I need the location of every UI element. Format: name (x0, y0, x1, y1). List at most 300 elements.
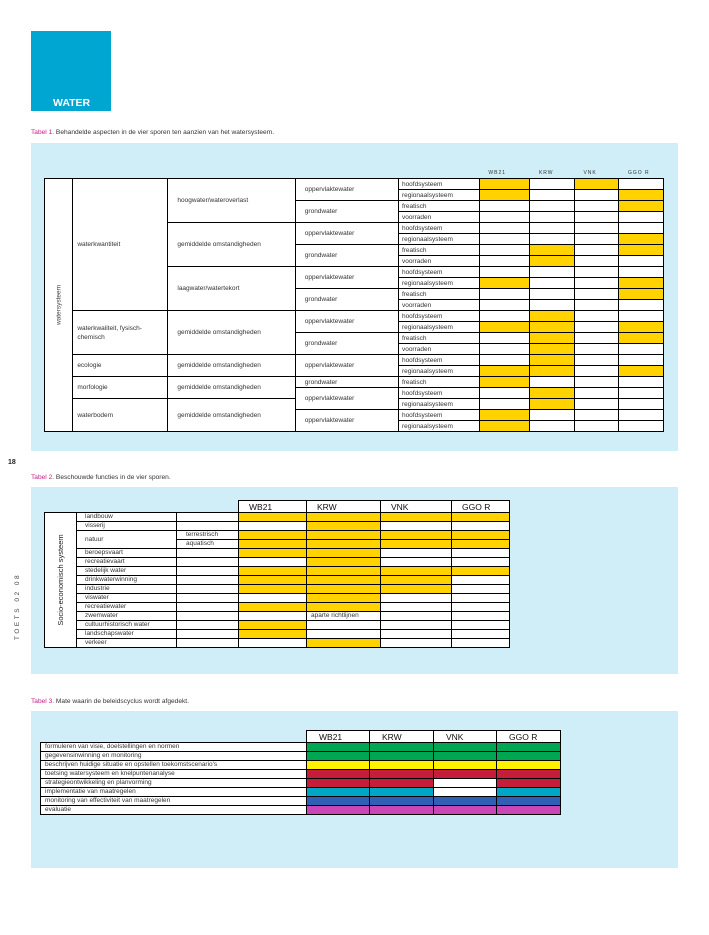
table1-mark-cell (479, 245, 530, 256)
table1-water-type: oppervlaktewater (295, 311, 398, 333)
table1-water-type: grondwater (295, 333, 398, 355)
table2-mark-cell (239, 567, 307, 576)
table3-color-cell (307, 797, 370, 806)
table2-mark-cell (452, 576, 510, 585)
table2-subfunction (177, 567, 239, 576)
table1-mark-cell (619, 179, 664, 190)
table1-mark-cell (574, 245, 619, 256)
table1-mark-cell (530, 322, 575, 333)
table1-mark-cell (530, 212, 575, 223)
table2-subfunction (177, 576, 239, 585)
table2-subfunction: aquatisch (177, 540, 239, 549)
table3-col-header: WB21 (307, 731, 370, 743)
table1-mark-cell (574, 421, 619, 432)
side-label: TOETS 02 08 (14, 572, 21, 640)
table1-mark-cell (574, 267, 619, 278)
table1-mark-cell (619, 201, 664, 212)
table1-mark-cell (619, 377, 664, 388)
table1-col-header: VNK (574, 168, 619, 179)
table-row (45, 621, 510, 630)
table1-situation: gemiddelde omstandigheden (168, 223, 295, 267)
table1-header-blank (45, 168, 480, 179)
table2-mark-cell (381, 630, 452, 639)
table2-mark-cell (452, 594, 510, 603)
table1-situation: gemiddelde omstandigheden (168, 399, 295, 432)
table1-mark-cell (479, 234, 530, 245)
table2-mark-cell (307, 585, 381, 594)
table1-aspect: waterkwantiteit (73, 179, 168, 311)
table-row (45, 531, 510, 540)
table2-mark-cell (239, 540, 307, 549)
table2-mark-cell (452, 585, 510, 594)
table1-mark-cell (479, 223, 530, 234)
table1-mark-cell (530, 190, 575, 201)
table1-mark-cell (619, 366, 664, 377)
table3-color-cell (497, 770, 561, 779)
table1-mark-cell (619, 399, 664, 410)
table3-phase-label: strategieontwikkeling en planvorming (41, 779, 307, 788)
table2-mark-cell (452, 621, 510, 630)
table1-mark-cell (530, 333, 575, 344)
table-row (45, 603, 510, 612)
table2-mark-cell (452, 612, 510, 621)
table1-mark-cell (530, 410, 575, 421)
table1-mark-cell (619, 190, 664, 201)
table1-subsystem: hoofdsysteem (398, 267, 479, 278)
table1-subsystem: hoofdsysteem (398, 355, 479, 366)
table1-header-row (45, 168, 664, 179)
table2-mark-cell (307, 603, 381, 612)
table2-mark-cell (381, 612, 452, 621)
table1-subsystem: freatisch (398, 377, 479, 388)
table3-color-cell (307, 788, 370, 797)
table3-color-cell (497, 806, 561, 815)
table1-mark-cell (530, 234, 575, 245)
table1-mark-cell (479, 399, 530, 410)
table-row (41, 770, 561, 779)
table3-col-header: GGO R (497, 731, 561, 743)
table1-caption-number: Tabel 1. (31, 129, 55, 136)
table2-mark-cell (452, 558, 510, 567)
table-row (41, 752, 561, 761)
table1-subsystem: freatisch (398, 201, 479, 212)
table1-mark-cell (479, 366, 530, 377)
table1-water-type: grondwater (295, 377, 398, 388)
table2-subfunction (177, 585, 239, 594)
table1-mark-cell (530, 201, 575, 212)
table3-color-cell (307, 743, 370, 752)
table1-mark-cell (479, 300, 530, 311)
table1-aspect: waterbodem (73, 399, 168, 432)
table2-col-header: WB21 (239, 501, 307, 513)
table2-mark-cell (381, 603, 452, 612)
table1-mark-cell (619, 333, 664, 344)
table2-caption (31, 474, 171, 481)
table2-mark-cell (452, 603, 510, 612)
table1-mark-cell (619, 234, 664, 245)
table2-caption-number: Tabel 2. (31, 474, 55, 481)
table2-mark-cell (452, 549, 510, 558)
table1-mark-cell (619, 421, 664, 432)
table3-color-cell (370, 752, 434, 761)
table1-mark-cell (479, 190, 530, 201)
table3-phase-label: monitoring van effectiviteit van maatregelen (41, 797, 307, 806)
table1-mark-cell (619, 344, 664, 355)
table-row (45, 576, 510, 585)
table-row (45, 639, 510, 648)
table2-function-label: zwemwater (77, 612, 177, 621)
table1-mark-cell (479, 344, 530, 355)
table3-color-cell (370, 743, 434, 752)
table1-group-cell (45, 179, 73, 432)
table-row (41, 743, 561, 752)
table2-mark-cell (452, 630, 510, 639)
table3-color-cell (497, 752, 561, 761)
table2-subfunction (177, 522, 239, 531)
table1-subsystem: hoofdsysteem (398, 223, 479, 234)
table2-mark-cell (452, 567, 510, 576)
table2-mark-cell (452, 540, 510, 549)
table2-subfunction (177, 603, 239, 612)
table3-color-cell (497, 761, 561, 770)
table2-mark-cell (239, 585, 307, 594)
table1-mark-cell (479, 267, 530, 278)
table1-aspect: waterkwaliteit, fysisch-chemisch (73, 311, 168, 355)
table3-phase-label: beschrijven huidige situatie en opstellen toekomstscenario's (41, 761, 307, 770)
table2-mark-cell (239, 576, 307, 585)
table1-water-type: oppervlaktewater (295, 179, 398, 201)
table1-mark-cell (574, 366, 619, 377)
table2-mark-cell (239, 603, 307, 612)
table1-subsystem: voorraden (398, 344, 479, 355)
table2-mark-cell (239, 594, 307, 603)
table1-mark-cell (619, 410, 664, 421)
table-row (45, 612, 510, 621)
table3-col-header: VNK (434, 731, 497, 743)
table1-water-type: grondwater (295, 245, 398, 267)
table-row (45, 513, 510, 522)
table2-function-label: visserij (77, 522, 177, 531)
table1-water-type: oppervlaktewater (295, 267, 398, 289)
table3-phase-label: gegevensinwinning en monitoring (41, 752, 307, 761)
table2-mark-cell (381, 585, 452, 594)
table1-subsystem: voorraden (398, 212, 479, 223)
table2-mark-cell (307, 513, 381, 522)
table3-color-cell (370, 788, 434, 797)
table2-mark-cell (307, 531, 381, 540)
table1-mark-cell (530, 421, 575, 432)
table2-mark-cell (381, 522, 452, 531)
table1-subsystem: regionaalsysteem (398, 421, 479, 432)
table1-mark-cell (479, 289, 530, 300)
table2-mark-cell (239, 558, 307, 567)
table1-mark-cell (479, 179, 530, 190)
table1-mark-cell (619, 322, 664, 333)
table2-subfunction (177, 621, 239, 630)
table2-function-label: cultuurhistorisch water (77, 621, 177, 630)
table1-subsystem: regionaalsysteem (398, 190, 479, 201)
table2-mark-cell (307, 522, 381, 531)
table-row (45, 585, 510, 594)
table1-subsystem: hoofdsysteem (398, 410, 479, 421)
table2-mark-cell (307, 594, 381, 603)
table2-subfunction (177, 558, 239, 567)
table3-caption (31, 698, 189, 705)
table1-subsystem: regionaalsysteem (398, 366, 479, 377)
table-row (41, 788, 561, 797)
table1-mark-cell (530, 300, 575, 311)
table1-water-type: grondwater (295, 289, 398, 311)
table2-mark-cell (239, 630, 307, 639)
table1-subsystem: regionaalsysteem (398, 278, 479, 289)
table1-mark-cell (574, 234, 619, 245)
table3-header-blank (41, 731, 307, 743)
table2-mark-cell (381, 567, 452, 576)
page-number: 18 (8, 459, 16, 466)
table2-mark-cell (381, 594, 452, 603)
table2-mark-cell (307, 630, 381, 639)
table3-col-header: KRW (370, 731, 434, 743)
table3 (40, 730, 561, 815)
table1-mark-cell (574, 278, 619, 289)
table3-color-cell (370, 770, 434, 779)
table3-phase-label: toetsing watersysteem en knelpuntenanalyse (41, 770, 307, 779)
table1-water-type: oppervlaktewater (295, 410, 398, 432)
table3-phase-label: formuleren van visie, doelstellingen en normen (41, 743, 307, 752)
table3-color-cell (434, 788, 497, 797)
table3-color-cell (434, 779, 497, 788)
table1-mark-cell (574, 388, 619, 399)
table2-mark-cell (381, 513, 452, 522)
table1-mark-cell (530, 245, 575, 256)
table1-subsystem: voorraden (398, 256, 479, 267)
table1-mark-cell (574, 256, 619, 267)
table1-group-label: watersysteem (55, 284, 63, 326)
table3-phase-label: implementatie van maatregelen (41, 788, 307, 797)
table1-mark-cell (530, 355, 575, 366)
table1-subsystem: regionaalsysteem (398, 399, 479, 410)
table2-mark-cell (381, 558, 452, 567)
table1-mark-cell (530, 223, 575, 234)
table2-function-label: industrie (77, 585, 177, 594)
table2-subfunction (177, 513, 239, 522)
table-row (45, 567, 510, 576)
table1-subsystem: freatisch (398, 333, 479, 344)
table1-aspect: morfologie (73, 377, 168, 399)
table1-caption (31, 129, 274, 136)
table2-subfunction (177, 630, 239, 639)
table1-subsystem: hoofdsysteem (398, 179, 479, 190)
table1-mark-cell (530, 366, 575, 377)
table2-caption-text: Beschouwde functies in de vier sporen. (54, 474, 171, 481)
table2-subfunction (177, 549, 239, 558)
table3-color-cell (434, 743, 497, 752)
table1-mark-cell (574, 190, 619, 201)
table1-mark-cell (530, 278, 575, 289)
table1-mark-cell (619, 278, 664, 289)
table1-subsystem: hoofdsysteem (398, 388, 479, 399)
table2-header-blank (45, 501, 239, 513)
table1-mark-cell (574, 355, 619, 366)
table2-function-label: stedelijk water (77, 567, 177, 576)
table1-mark-cell (574, 322, 619, 333)
table1-mark-cell (574, 223, 619, 234)
table2-mark-cell (381, 576, 452, 585)
table-row (45, 522, 510, 531)
table1-col-header: KRW (530, 168, 575, 179)
table2-mark-cell (307, 639, 381, 648)
table1-mark-cell (574, 377, 619, 388)
table3-color-cell (370, 779, 434, 788)
table1-mark-cell (619, 300, 664, 311)
table1-situation: gemiddelde omstandigheden (168, 311, 295, 355)
table1-mark-cell (574, 344, 619, 355)
table1-mark-cell (479, 410, 530, 421)
table3-color-cell (497, 779, 561, 788)
table2-mark-cell (452, 531, 510, 540)
table2-function-label: beroepsvaart (77, 549, 177, 558)
table2-function-label: drinkwaterwinning (77, 576, 177, 585)
table1-mark-cell (479, 256, 530, 267)
table2-mark-cell (381, 540, 452, 549)
table1-mark-cell (619, 245, 664, 256)
table1-mark-cell (479, 201, 530, 212)
table2-mark-cell (307, 540, 381, 549)
table2-mark-cell (307, 558, 381, 567)
table2-group-label: Socio-economisch systeem (55, 534, 65, 626)
table-row (45, 377, 664, 388)
table1-situation: laagwater/watertekort (168, 267, 295, 311)
table1-subsystem: freatisch (398, 245, 479, 256)
table1-mark-cell (530, 377, 575, 388)
table1-mark-cell (574, 201, 619, 212)
table2-subfunction (177, 594, 239, 603)
table2-mark-cell (239, 531, 307, 540)
table2-function-label: recreatievaart (77, 558, 177, 567)
table-row (45, 558, 510, 567)
table1 (44, 168, 664, 432)
table2-function-label: natuur (77, 531, 177, 549)
table3-color-cell (370, 761, 434, 770)
table2-mark-cell (307, 621, 381, 630)
table1-mark-cell (479, 311, 530, 322)
table1-mark-cell (530, 289, 575, 300)
table2-mark-cell (307, 549, 381, 558)
table3-color-cell (434, 770, 497, 779)
table1-mark-cell (574, 399, 619, 410)
table2-mark-cell (381, 621, 452, 630)
table-row (45, 355, 664, 366)
table2-header-row (45, 501, 510, 513)
table1-mark-cell (530, 388, 575, 399)
table1-mark-cell (574, 179, 619, 190)
table1-subsystem: regionaalsysteem (398, 322, 479, 333)
table2-subfunction: terrestrisch (177, 531, 239, 540)
table1-water-type: grondwater (295, 201, 398, 223)
table3-caption-number: Tabel 3. (31, 698, 55, 705)
table3-color-cell (434, 761, 497, 770)
table1-water-type: oppervlaktewater (295, 223, 398, 245)
table2-mark-cell (381, 549, 452, 558)
table2-mark-cell (239, 639, 307, 648)
table1-mark-cell (479, 333, 530, 344)
table-row (41, 806, 561, 815)
table2-mark-cell (239, 621, 307, 630)
table2-col-header: GGO R (452, 501, 510, 513)
table1-mark-cell (619, 289, 664, 300)
table2-function-label: landbouw (77, 513, 177, 522)
section-banner (31, 31, 111, 111)
table2-mark-cell (239, 549, 307, 558)
table3-color-cell (497, 797, 561, 806)
table-row (41, 779, 561, 788)
table3-color-cell (307, 761, 370, 770)
table1-mark-cell (574, 410, 619, 421)
table2-mark-cell (452, 513, 510, 522)
table1-mark-cell (479, 212, 530, 223)
table-row (45, 630, 510, 639)
table2-mark-cell (239, 612, 307, 621)
table2-mark-cell (239, 522, 307, 531)
table1-mark-cell (619, 311, 664, 322)
table2-note: aparte richtlijnen (307, 612, 381, 621)
table2-group-cell (45, 513, 77, 648)
table2-mark-cell (381, 639, 452, 648)
table1-col-header: WB21 (479, 168, 530, 179)
table-row (45, 594, 510, 603)
table1-subsystem: hoofdsysteem (398, 311, 479, 322)
table1-subsystem: freatisch (398, 289, 479, 300)
table1-situation: hoogwater/wateroverlast (168, 179, 295, 223)
table3-phase-label: evaluatie (41, 806, 307, 815)
table-row (41, 761, 561, 770)
table3-color-cell (434, 752, 497, 761)
table1-mark-cell (619, 267, 664, 278)
table1-mark-cell (530, 267, 575, 278)
table2-col-header: KRW (307, 501, 381, 513)
table-row (45, 311, 664, 322)
table3-header-row (41, 731, 561, 743)
table2-mark-cell (452, 639, 510, 648)
table2-col-header: VNK (381, 501, 452, 513)
table1-mark-cell (530, 344, 575, 355)
table2-function-label: viswater (77, 594, 177, 603)
table2-subfunction (177, 639, 239, 648)
table3-color-cell (307, 806, 370, 815)
table1-mark-cell (574, 289, 619, 300)
table1-aspect: ecologie (73, 355, 168, 377)
table3-color-cell (497, 743, 561, 752)
table2-mark-cell (307, 576, 381, 585)
table2-function-label: recreatiewater (77, 603, 177, 612)
table3-color-cell (307, 752, 370, 761)
table-row (45, 549, 510, 558)
table1-subsystem: regionaalsysteem (398, 234, 479, 245)
table1-mark-cell (619, 212, 664, 223)
table3-color-cell (307, 779, 370, 788)
table2-mark-cell (307, 567, 381, 576)
table2 (44, 500, 510, 648)
table3-color-cell (307, 770, 370, 779)
table1-mark-cell (479, 421, 530, 432)
section-title: WATER (53, 97, 91, 109)
table2-mark-cell (452, 522, 510, 531)
table3-color-cell (434, 797, 497, 806)
table3-caption-text: Mate waarin de beleidscyclus wordt afgedekt. (54, 698, 189, 705)
table1-mark-cell (479, 322, 530, 333)
table1-water-type: oppervlaktewater (295, 355, 398, 377)
table1-mark-cell (574, 333, 619, 344)
